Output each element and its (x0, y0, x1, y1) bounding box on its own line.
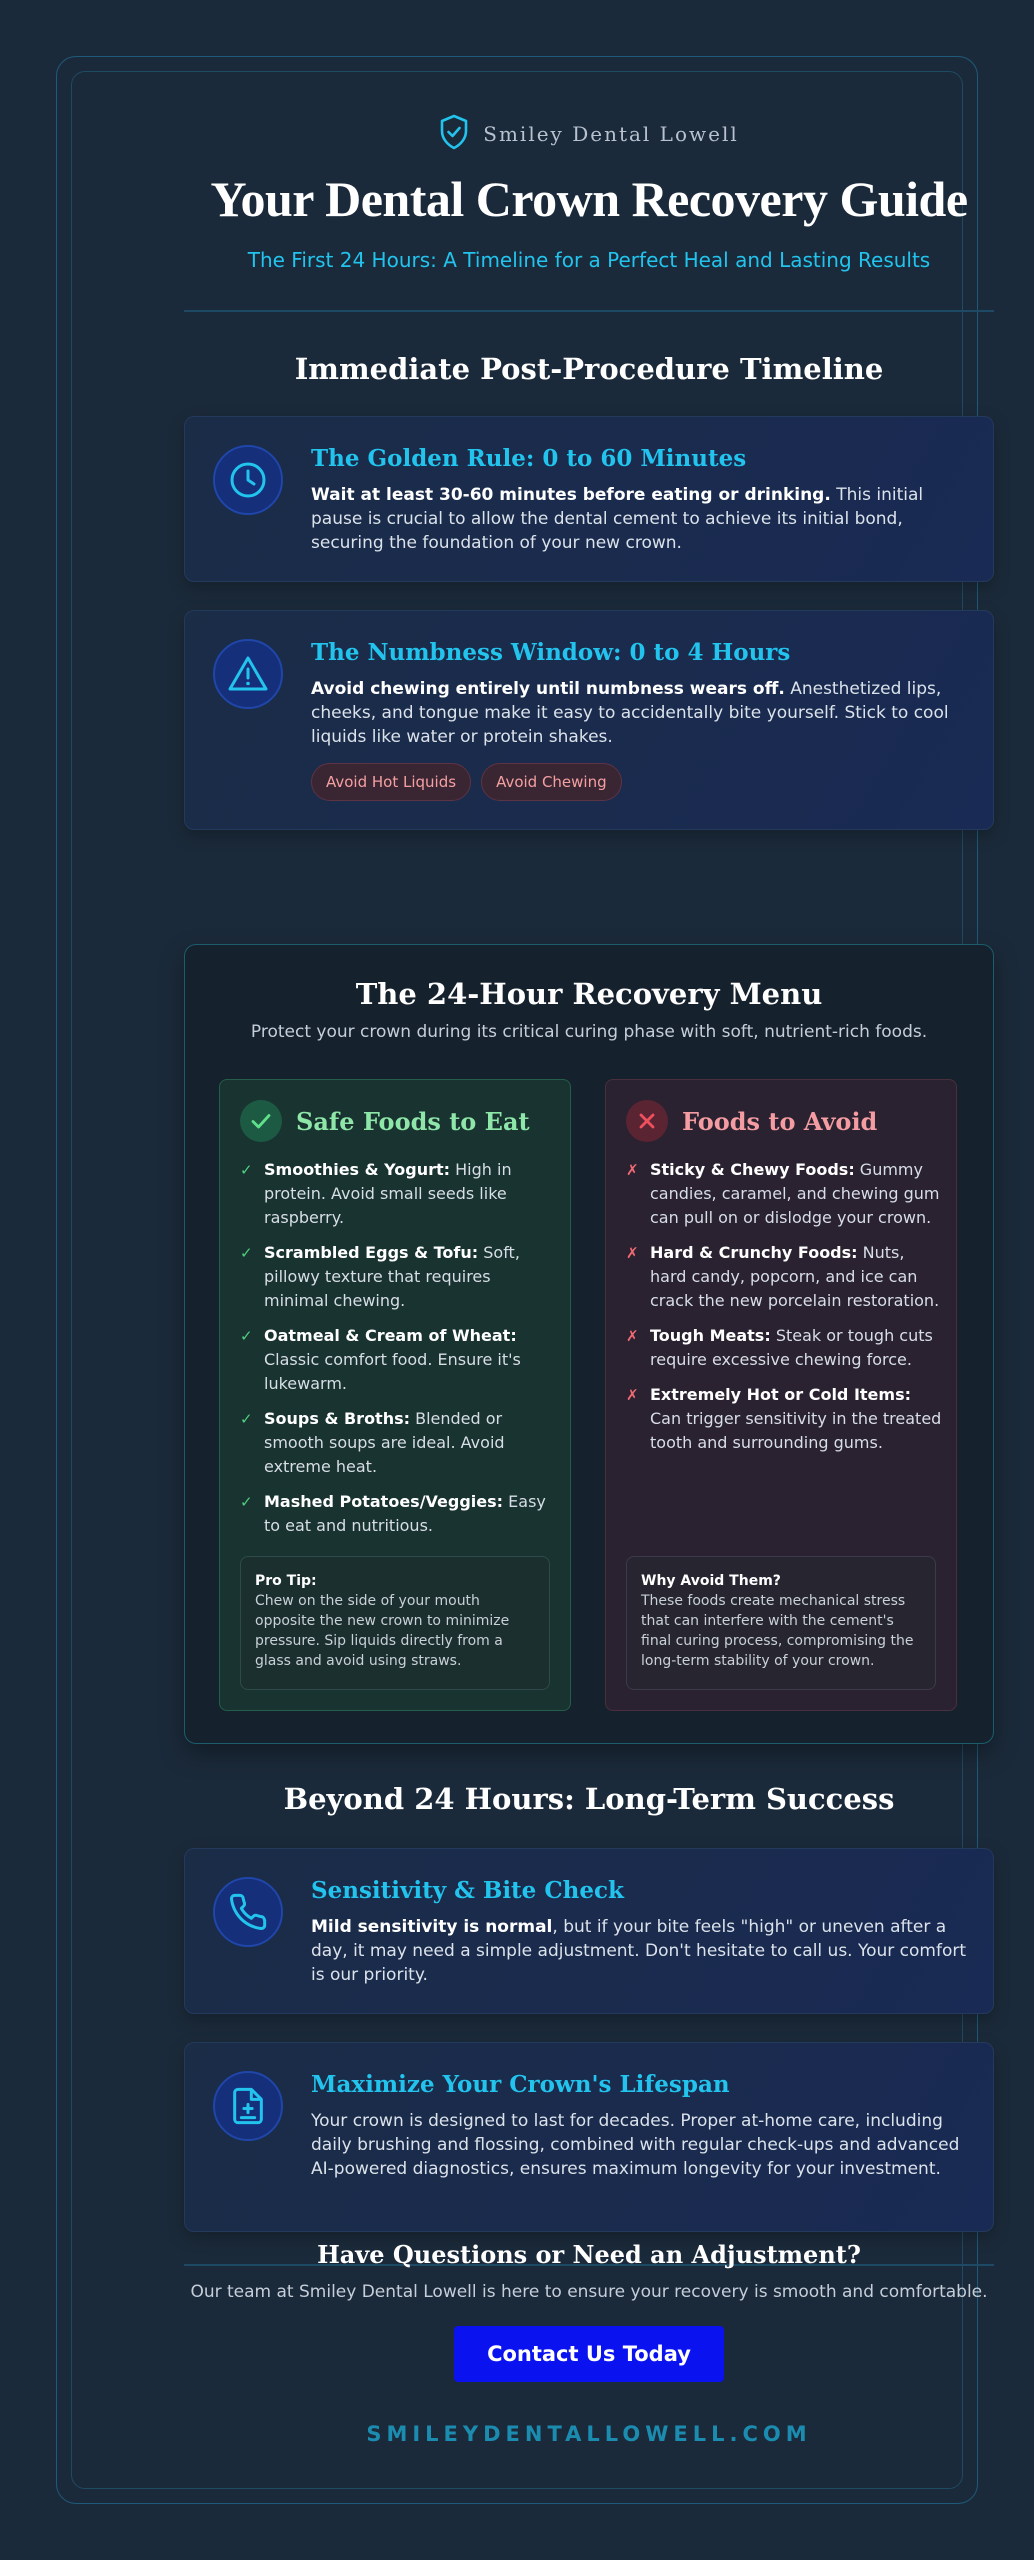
recovery-menu (184, 944, 994, 1744)
x-icon (626, 1100, 668, 1142)
card-text-bold: Avoid chewing entirely until numbness wears off. (311, 679, 785, 699)
cta-title: Have Questions or Need an Adjustment? (317, 2240, 861, 2269)
x-mark-icon: ✗ (626, 1161, 639, 1179)
list-item: ✓ Oatmeal & Cream of Wheat: Classic comfort food. Ensure it's lukewarm. (240, 1326, 521, 1393)
card-title: The Numbness Window: 0 to 4 Hours (311, 639, 791, 666)
page-frame (56, 56, 988, 2504)
list-item: ✗ Extremely Hot or Cold Items: Can trigger sensitivity in the treated tooth and surrounding gums. (626, 1385, 942, 1452)
card-title: Maximize Your Crown's Lifespan (311, 2071, 730, 2098)
why-avoid-title: Why Avoid Them? (641, 1573, 781, 1589)
check-icon (240, 1100, 282, 1142)
x-mark-icon: ✗ (626, 1327, 639, 1345)
safe-foods-title: Safe Foods to Eat (296, 1106, 530, 1136)
avoid-foods-header (626, 1100, 877, 1142)
cta-text: Our team at Smiley Dental Lowell is here to ensure your recovery is smooth and comfortable. (190, 2282, 988, 2302)
longterm-heading: Beyond 24 Hours: Long-Term Success (283, 1782, 895, 1816)
card-text (311, 483, 971, 555)
sensitivity-card (184, 1848, 994, 2014)
phone-icon (213, 1877, 283, 1947)
golden-rule-card (184, 416, 994, 582)
menu-title: The 24-Hour Recovery Menu (355, 977, 823, 1011)
website-link[interactable]: SMILEYDENTALLOWELL.COM (366, 2422, 812, 2446)
card-text (311, 1915, 971, 1987)
check-mark-icon: ✓ (240, 1244, 253, 1262)
menu-subtitle: Protect your crown during its critical curing phase with soft, nutrient-rich foods. (250, 1022, 928, 1042)
pro-tip-title: Pro Tip: (255, 1573, 317, 1589)
card-text-bold: Wait at least 30-60 minutes before eating or drinking. (311, 485, 831, 505)
list-item: ✓ Scrambled Eggs & Tofu: Soft, pillowy texture that requires minimal chewing. (240, 1243, 520, 1310)
list-item: ✗ Hard & Crunchy Foods: Nuts, hard candy, popcorn, and ice can crack the new porcelain restoration. (626, 1243, 940, 1310)
lifespan-card (184, 2042, 994, 2232)
card-text-body: Anesthetized lips, cheeks, and tongue make it easy to accidentally bite yourself. Stick to cool liquids like water or protein shakes. (311, 679, 949, 747)
card-text: Your crown is designed to last for decades. Proper at-home care, including daily brushing and flossing, combined with regular check-ups and advanced AI-powered diagnostics, ensures maximum longevity for your investment. (311, 2111, 960, 2179)
tag-list (311, 763, 632, 801)
card-text-body: This initial pause is crucial to allow the dental cement to achieve its initial bond, securing the foundation of your new crown. (311, 485, 924, 553)
list-item: ✓ Mashed Potatoes/Veggies: Easy to eat and nutritious. (240, 1492, 546, 1535)
card-text (311, 677, 971, 749)
tag-avoid-chewing: Avoid Chewing (481, 763, 622, 801)
avoid-foods-column (605, 1079, 957, 1711)
list-item: ✗ Sticky & Chewy Foods: Gummy candies, caramel, and chewing gum can pull on or dislodge your crown. (626, 1160, 940, 1227)
tag-avoid-hot-liquids: Avoid Hot Liquids (311, 763, 471, 801)
safe-foods-list (240, 1158, 558, 1549)
avoid-foods-list (626, 1158, 944, 1466)
page-title: Your Dental Crown Recovery Guide (210, 171, 968, 227)
contact-us-button[interactable]: Contact Us Today (454, 2326, 724, 2382)
document-icon (213, 2071, 283, 2141)
divider (184, 310, 994, 312)
check-mark-icon: ✓ (240, 1327, 253, 1345)
card-text-body: , but if your bite feels "high" or uneven after a day, it may need a simple adjustment. Don't hesitate to call us. Your comfort is our priority. (311, 1917, 967, 1985)
page-subtitle: The First 24 Hours: A Timeline for a Perfect Heal and Lasting Results (247, 248, 931, 272)
safe-foods-column (219, 1079, 571, 1711)
list-item: ✓ Smoothies & Yogurt: High in protein. Avoid small seeds like raspberry. (240, 1160, 512, 1227)
page-inner-frame (71, 71, 988, 2489)
x-mark-icon: ✗ (626, 1386, 639, 1404)
card-title: The Golden Rule: 0 to 60 Minutes (311, 445, 747, 472)
brand-name: Smiley Dental Lowell (483, 122, 739, 146)
shield-icon (439, 114, 469, 154)
pro-tip-box (240, 1556, 550, 1690)
check-mark-icon: ✓ (240, 1161, 253, 1179)
check-mark-icon: ✓ (240, 1410, 253, 1428)
safe-foods-header (240, 1100, 530, 1142)
card-text-bold: Mild sensitivity is normal (311, 1917, 553, 1937)
why-avoid-text: These foods create mechanical stress that can interfere with the cement's final curing process, compromising the long-term stability of your crown. (641, 1593, 914, 1669)
list-item: ✗ Tough Meats: Steak or tough cuts require excessive chewing force. (626, 1326, 933, 1369)
why-avoid-box (626, 1556, 936, 1690)
avoid-foods-title: Foods to Avoid (682, 1106, 878, 1136)
list-item: ✓ Soups & Broths: Blended or smooth soups are ideal. Avoid extreme heat. (240, 1409, 505, 1476)
timeline-heading: Immediate Post-Procedure Timeline (294, 352, 884, 386)
warning-icon (213, 639, 283, 709)
clock-icon (213, 445, 283, 515)
card-title: Sensitivity & Bite Check (311, 1877, 624, 1904)
numbness-window-card (184, 610, 994, 830)
check-mark-icon: ✓ (240, 1493, 253, 1511)
pro-tip-text: Chew on the side of your mouth opposite the new crown to minimize pressure. Sip liquids directly from a glass and avoid using straws. (255, 1593, 510, 1669)
x-mark-icon: ✗ (626, 1244, 639, 1262)
brand (184, 114, 994, 154)
